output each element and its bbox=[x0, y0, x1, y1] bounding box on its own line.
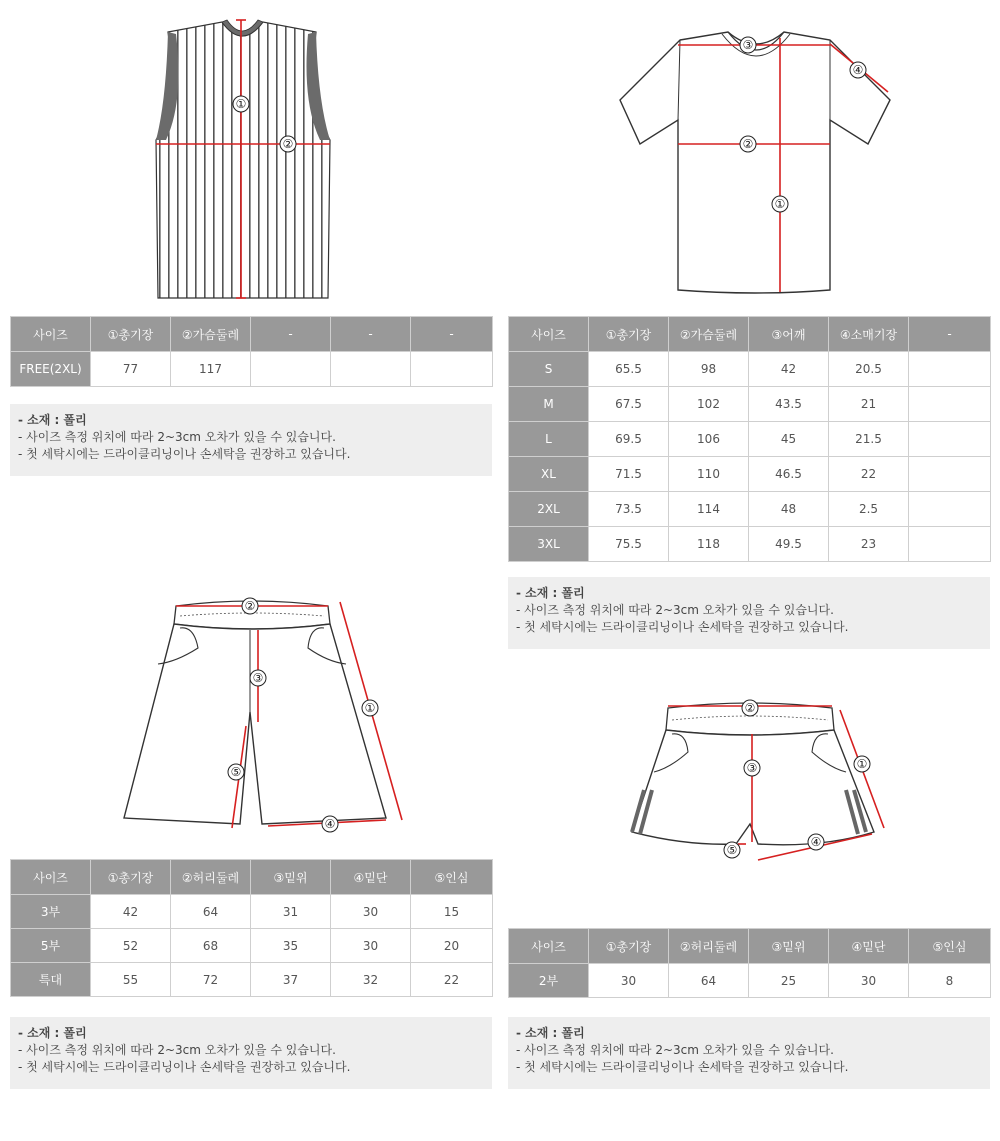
table-cell: 71.5 bbox=[589, 457, 669, 492]
column-header: 사이즈 bbox=[509, 317, 589, 352]
table-cell: 117 bbox=[171, 352, 251, 387]
table-cell: 52 bbox=[91, 929, 171, 963]
table-cell: 72 bbox=[171, 963, 251, 997]
table-cell: 45 bbox=[749, 422, 829, 457]
table-cell: 20 bbox=[411, 929, 493, 963]
table-cell: 43.5 bbox=[749, 387, 829, 422]
table-cell: 64 bbox=[171, 895, 251, 929]
marker-5: ⑤ bbox=[726, 843, 738, 857]
table-cell: 48 bbox=[749, 492, 829, 527]
column-header: - bbox=[251, 317, 331, 352]
column-header: ④밑단 bbox=[331, 860, 411, 895]
column-header: ④밑단 bbox=[829, 929, 909, 964]
table-cell bbox=[909, 422, 991, 457]
note-material: - 소재 : 폴리 bbox=[516, 1026, 585, 1040]
row-size: 특대 bbox=[11, 963, 91, 997]
note-washing: - 첫 세탁시에는 드라이클리닝이나 손세탁을 권장하고 있습니다. bbox=[18, 447, 351, 461]
table-cell: 25 bbox=[749, 964, 829, 998]
marker-4: ④ bbox=[810, 835, 822, 849]
tshirt-notes bbox=[508, 577, 990, 649]
row-size: 5부 bbox=[11, 929, 91, 963]
table-header-row bbox=[509, 929, 991, 964]
table-cell: 35 bbox=[251, 929, 331, 963]
table-cell: 42 bbox=[749, 352, 829, 387]
table-cell: 102 bbox=[669, 387, 749, 422]
table-row bbox=[11, 895, 493, 929]
column-header: 사이즈 bbox=[11, 317, 91, 352]
table-cell: 30 bbox=[589, 964, 669, 998]
table-row bbox=[509, 352, 991, 387]
column-header: ①총기장 bbox=[589, 929, 669, 964]
note-material: - 소재 : 폴리 bbox=[516, 586, 585, 600]
table-row bbox=[11, 929, 493, 963]
table-cell: 21.5 bbox=[829, 422, 909, 457]
column-header: 사이즈 bbox=[509, 929, 589, 964]
marker-2: ② bbox=[244, 599, 256, 613]
marker-2: ② bbox=[282, 137, 294, 151]
marker-5: ⑤ bbox=[230, 765, 242, 779]
table-cell bbox=[251, 352, 331, 387]
table-cell: 31 bbox=[251, 895, 331, 929]
marker-3: ③ bbox=[746, 761, 758, 775]
note-material: - 소재 : 폴리 bbox=[18, 1026, 87, 1040]
table-cell bbox=[909, 527, 991, 562]
table-row bbox=[509, 964, 991, 998]
tshirt-size-table bbox=[508, 316, 991, 562]
column-header: ②가슴둘레 bbox=[171, 317, 251, 352]
column-header: ②허리둘레 bbox=[171, 860, 251, 895]
table-cell: 20.5 bbox=[829, 352, 909, 387]
marker-1: ① bbox=[774, 197, 786, 211]
table-row bbox=[509, 527, 991, 562]
table-row bbox=[509, 387, 991, 422]
column-header: ⑤인심 bbox=[411, 860, 493, 895]
table-row bbox=[11, 963, 493, 997]
note-washing: - 첫 세탁시에는 드라이클리닝이나 손세탁을 권장하고 있습니다. bbox=[516, 1060, 849, 1074]
table-cell: 15 bbox=[411, 895, 493, 929]
short-shorts-illustration bbox=[626, 694, 896, 864]
note-washing: - 첫 세탁시에는 드라이클리닝이나 손세탁을 권장하고 있습니다. bbox=[18, 1060, 351, 1074]
table-cell: 32 bbox=[331, 963, 411, 997]
table-cell bbox=[909, 457, 991, 492]
table-cell: 75.5 bbox=[589, 527, 669, 562]
column-header: ②허리둘레 bbox=[669, 929, 749, 964]
table-cell bbox=[909, 352, 991, 387]
table-header-row bbox=[11, 860, 493, 895]
note-tolerance: - 사이즈 측정 위치에 따라 2~3cm 오차가 있을 수 있습니다. bbox=[516, 1043, 834, 1057]
table-cell: 114 bbox=[669, 492, 749, 527]
table-cell: 110 bbox=[669, 457, 749, 492]
row-size: M bbox=[509, 387, 589, 422]
note-washing: - 첫 세탁시에는 드라이클리닝이나 손세탁을 권장하고 있습니다. bbox=[516, 620, 849, 634]
shorts-notes bbox=[10, 1017, 492, 1089]
table-header-row bbox=[11, 317, 493, 352]
row-size: 3XL bbox=[509, 527, 589, 562]
table-cell: 65.5 bbox=[589, 352, 669, 387]
table-cell: 98 bbox=[669, 352, 749, 387]
column-header: ①총기장 bbox=[91, 860, 171, 895]
table-cell: 67.5 bbox=[589, 387, 669, 422]
column-header: - bbox=[909, 317, 991, 352]
column-header: ②가슴둘레 bbox=[669, 317, 749, 352]
row-size: L bbox=[509, 422, 589, 457]
note-material: - 소재 : 폴리 bbox=[18, 413, 87, 427]
note-tolerance: - 사이즈 측정 위치에 따라 2~3cm 오차가 있을 수 있습니다. bbox=[18, 430, 336, 444]
table-cell: 49.5 bbox=[749, 527, 829, 562]
row-size: 2부 bbox=[509, 964, 589, 998]
table-cell: 42 bbox=[91, 895, 171, 929]
table-cell: 30 bbox=[829, 964, 909, 998]
column-header: ③밑위 bbox=[749, 929, 829, 964]
shorts-illustration bbox=[118, 592, 418, 842]
table-cell bbox=[909, 387, 991, 422]
column-header: ④소매기장 bbox=[829, 317, 909, 352]
table-cell: 21 bbox=[829, 387, 909, 422]
table-cell: 30 bbox=[331, 895, 411, 929]
marker-2: ② bbox=[744, 701, 756, 715]
table-cell: 46.5 bbox=[749, 457, 829, 492]
table-cell: 22 bbox=[829, 457, 909, 492]
column-header: ①총기장 bbox=[91, 317, 171, 352]
shorts-size-table bbox=[10, 859, 493, 997]
tank-top-illustration bbox=[150, 12, 335, 304]
table-cell: 23 bbox=[829, 527, 909, 562]
table-cell: 22 bbox=[411, 963, 493, 997]
row-size: FREE(2XL) bbox=[11, 352, 91, 387]
table-cell bbox=[909, 492, 991, 527]
tank-notes bbox=[10, 404, 492, 476]
marker-2: ② bbox=[742, 137, 754, 151]
row-size: S bbox=[509, 352, 589, 387]
tank-size-table bbox=[10, 316, 493, 387]
column-header: ③어깨 bbox=[749, 317, 829, 352]
marker-1: ① bbox=[364, 701, 376, 715]
row-size: 2XL bbox=[509, 492, 589, 527]
note-tolerance: - 사이즈 측정 위치에 따라 2~3cm 오차가 있을 수 있습니다. bbox=[516, 603, 834, 617]
table-cell bbox=[411, 352, 493, 387]
table-cell: 8 bbox=[909, 964, 991, 998]
short-shorts-notes bbox=[508, 1017, 990, 1089]
table-cell: 68 bbox=[171, 929, 251, 963]
table-cell: 64 bbox=[669, 964, 749, 998]
table-cell: 118 bbox=[669, 527, 749, 562]
note-tolerance: - 사이즈 측정 위치에 따라 2~3cm 오차가 있을 수 있습니다. bbox=[18, 1043, 336, 1057]
column-header: 사이즈 bbox=[11, 860, 91, 895]
table-row bbox=[11, 352, 493, 387]
column-header: ⑤인심 bbox=[909, 929, 991, 964]
table-header-row bbox=[509, 317, 991, 352]
table-cell: 30 bbox=[331, 929, 411, 963]
table-cell: 77 bbox=[91, 352, 171, 387]
short-shorts-size-table bbox=[508, 928, 991, 998]
table-cell: 2.5 bbox=[829, 492, 909, 527]
table-cell bbox=[331, 352, 411, 387]
table-cell: 37 bbox=[251, 963, 331, 997]
table-cell: 69.5 bbox=[589, 422, 669, 457]
column-header: - bbox=[331, 317, 411, 352]
table-row bbox=[509, 492, 991, 527]
row-size: 3부 bbox=[11, 895, 91, 929]
tshirt-illustration bbox=[618, 28, 898, 298]
table-cell: 55 bbox=[91, 963, 171, 997]
column-header: ①총기장 bbox=[589, 317, 669, 352]
table-cell: 106 bbox=[669, 422, 749, 457]
marker-4: ④ bbox=[852, 63, 864, 77]
marker-1: ① bbox=[856, 757, 868, 771]
marker-3: ③ bbox=[252, 671, 264, 685]
column-header: - bbox=[411, 317, 493, 352]
marker-1: ① bbox=[235, 97, 247, 111]
row-size: XL bbox=[509, 457, 589, 492]
table-row bbox=[509, 422, 991, 457]
table-cell: 73.5 bbox=[589, 492, 669, 527]
marker-3: ③ bbox=[742, 38, 754, 52]
column-header: ③밑위 bbox=[251, 860, 331, 895]
table-row bbox=[509, 457, 991, 492]
marker-4: ④ bbox=[324, 817, 336, 831]
